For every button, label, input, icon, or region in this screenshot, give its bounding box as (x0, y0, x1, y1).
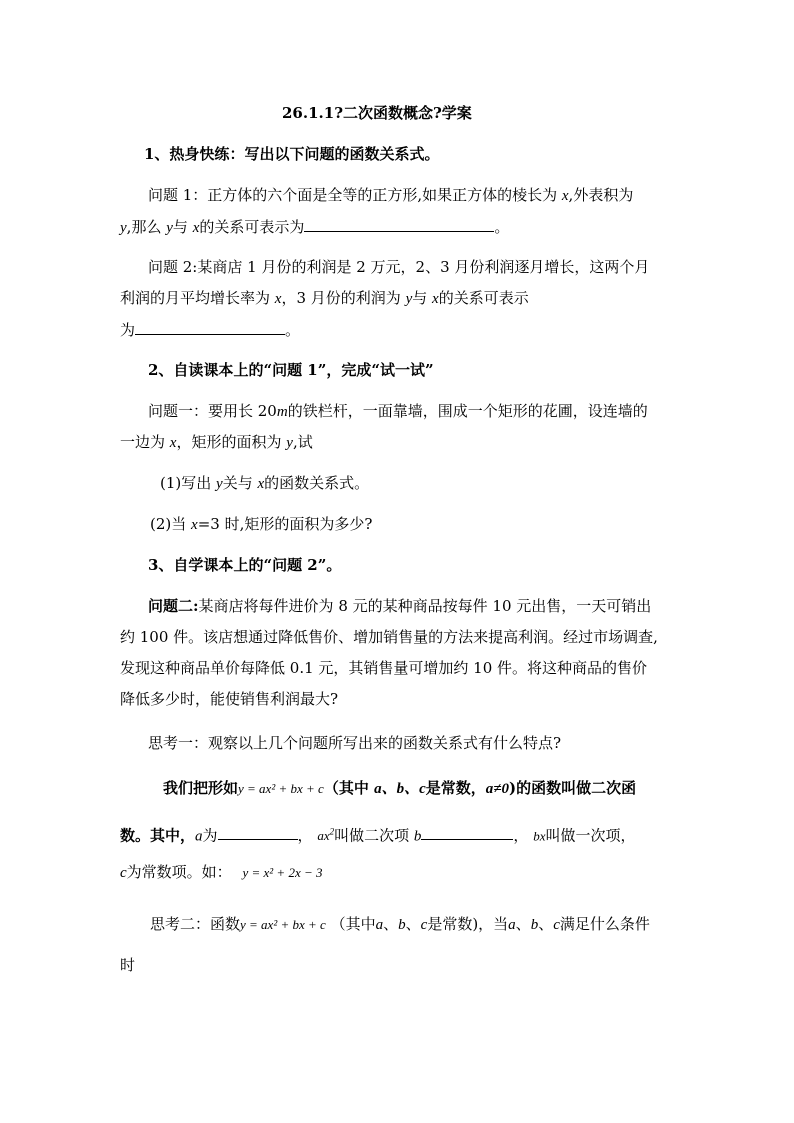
section-1-heading: 1、热身快练：写出以下问题的函数关系式。 (144, 145, 440, 163)
text: (2)当 (150, 515, 187, 533)
think-two-line-2: 时 (120, 956, 136, 974)
example-formula: y = x² + 2x − 3 (242, 865, 323, 880)
text: 。 (494, 218, 510, 236)
section-2-heading: 2、自读课本上的“问题 1”，完成“试一试” (148, 361, 434, 379)
answer-blank[interactable] (421, 824, 513, 840)
text: 数。其中， (120, 826, 196, 845)
text: 思考二：函数 (150, 915, 241, 933)
var-x: x (257, 476, 265, 492)
text: ，矩形的面积为 (176, 433, 282, 451)
answer-blank[interactable] (304, 216, 494, 232)
term-bx: bx (533, 828, 546, 844)
text: )的函数叫做二次函 (508, 779, 637, 797)
think-one: 思考一：观察以上几个问题所写出来的函数关系式有什么特点? (148, 734, 562, 752)
text: 是常数)，当 (427, 915, 509, 933)
var-b: b (413, 828, 422, 845)
text: 问题一：要用长 20 (148, 402, 277, 420)
text: 的函数关系式。 (264, 474, 370, 492)
var-a: a (375, 917, 384, 933)
text: 的铁栏杆，一面靠墙，围成一个矩形的花圃，设连墙的 (287, 402, 648, 420)
quadratic-formula: y = ax² + bx + c (240, 917, 326, 932)
text: 为 (120, 321, 136, 339)
unit-m: m (276, 404, 288, 420)
text: ,那么 (126, 218, 162, 236)
text: （其中 (323, 779, 369, 797)
term-ax2: $ax^2$ (317, 827, 335, 844)
var-x: x (274, 291, 282, 307)
var-y: y (120, 220, 127, 236)
text: ，3 月份的利润为 (281, 289, 401, 307)
var-a: a (195, 828, 203, 845)
text: =3 时,矩形的面积为多少? (197, 515, 373, 533)
text: ， (513, 826, 529, 845)
section-3-heading: 3、自学课本上的“问题 2”。 (148, 556, 342, 574)
text: （其中 (330, 915, 376, 933)
text: 的关系可表示为 (199, 218, 305, 236)
var-c: c (120, 865, 127, 881)
var-b: b (398, 917, 406, 933)
var-b: b (530, 917, 539, 933)
text: 的关系可表示 (438, 289, 529, 307)
text: 满足什么条件 (559, 915, 650, 933)
text: 为常数项。如： (126, 863, 232, 881)
var-a: a (508, 917, 516, 933)
text: 。 (285, 321, 301, 339)
text: 关与 (222, 474, 253, 492)
var-x: x (192, 220, 200, 236)
text: 、 (538, 915, 554, 933)
definition-line-3 (120, 862, 323, 883)
var-x: x (432, 291, 439, 307)
text: (1)写出 (160, 474, 212, 492)
question-two-line-1 (148, 596, 651, 616)
text: ,试 (292, 433, 313, 451)
text: 、 (383, 915, 399, 933)
coefficients: a、b、c (374, 781, 426, 797)
text: 某商店将每件进价为 8 元的某种商品按每件 10 元出售，一天可销出 (198, 597, 652, 615)
var-y: y (405, 291, 413, 307)
question-one-line-1 (148, 401, 648, 422)
definition-line-1 (163, 778, 636, 799)
var-x: x (169, 435, 177, 451)
page-title: 26.1.1?二次函数概念?学案 (282, 104, 472, 122)
question-one-line-2 (120, 432, 313, 453)
text: 一边为 (120, 433, 166, 451)
text: 利润的月平均增长率为 (120, 289, 271, 307)
text: 、 (515, 915, 531, 933)
definition-line-2 (120, 822, 636, 846)
text: 为 (202, 826, 218, 845)
text: 是常数， (425, 779, 486, 797)
answer-blank[interactable] (218, 824, 298, 840)
question-two-line-3: 发现这种商品单价每降低 0.1 元，其销售量可增加约 10 件。将这种商品的售价 (120, 659, 648, 677)
problem-2-line-2 (120, 288, 529, 309)
problem-1-line-1 (148, 185, 633, 206)
var-x: x (561, 188, 569, 204)
condition: a≠0 (485, 781, 509, 797)
var-c: c (420, 917, 428, 933)
var-y: y (216, 476, 223, 492)
text: 、 (405, 915, 421, 933)
var-y: y (286, 435, 293, 451)
text: 与 (172, 218, 188, 236)
question-two-line-4: 降低多少时，能使销售利润最大? (120, 690, 339, 708)
text: 叫做二次项 (334, 826, 410, 845)
var-y: y (166, 220, 173, 236)
sub-question-1 (160, 473, 369, 494)
quadratic-formula: y = ax² + bx + c (238, 781, 324, 796)
text: 叫做一次项 (545, 826, 621, 845)
problem-2-line-3 (120, 319, 300, 340)
var-c: c (553, 917, 560, 933)
question-two-label: 问题二: (148, 597, 199, 615)
problem-1-line-2 (120, 216, 509, 238)
text: ,外表积为 (568, 186, 634, 204)
answer-blank[interactable] (135, 319, 285, 335)
text: 我们把形如 (163, 779, 239, 797)
text: 与 (412, 289, 428, 307)
var-x: x (191, 517, 198, 533)
text: ， (620, 826, 636, 845)
think-two-line-1 (150, 914, 650, 935)
problem-2-line-1: 问题 2:某商店 1 月份的利润是 2 万元，2、3 月份利润逐月增长，这两个月 (148, 258, 650, 276)
text: 问题 1：正方体的六个面是全等的正方形,如果正方体的棱长为 (148, 186, 558, 204)
text: ， (297, 826, 313, 845)
sub-question-2 (150, 514, 372, 535)
question-two-line-2: 约 100 件。该店想通过降低售价、增加销售量的方法来提高利润。经过市场调查, (120, 628, 658, 646)
